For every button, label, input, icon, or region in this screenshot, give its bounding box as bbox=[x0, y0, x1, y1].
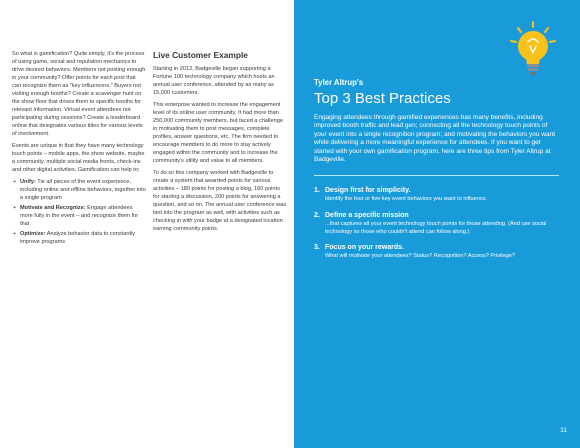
plus-icon: + bbox=[13, 231, 17, 237]
paragraph-touch-points: Events are unique in that they have many technology touch points – mobile apps, the show website, maybe a community, multiple social media fronts, check-ins and other digital activities. Gamification can help to; bbox=[12, 143, 145, 173]
best-practices-panel bbox=[294, 0, 580, 448]
list-item bbox=[314, 243, 559, 261]
section-heading: Live Customer Example bbox=[153, 50, 248, 60]
tip-title: Focus on your rewards. bbox=[325, 244, 404, 252]
left-column bbox=[12, 50, 146, 248]
benefit-term: Optimize: bbox=[20, 231, 46, 237]
tip-title: Define a specific mission bbox=[325, 212, 409, 220]
page-number: 31 bbox=[560, 428, 567, 434]
list-item bbox=[12, 230, 146, 246]
lightbulb-icon bbox=[508, 20, 558, 78]
paragraph-customer-challenge: This enterprise wanted to increase the engagement level of its online user community. It had more than 250,000 community members, but faced a challenge in motivating them to post messages, complete profiles, answer questions, etc. The firm needed to encourage members to do more to stay actively engaged within the community and to increase the community's utility and value to all members. bbox=[153, 102, 283, 164]
benefit-text: Tie all pieces of the event experience, including online and offline behaviors, together into a single program bbox=[20, 179, 146, 201]
author-kicker: Tyler Altrup's bbox=[314, 78, 364, 87]
best-practices-content bbox=[314, 78, 559, 268]
tip-number: 3. bbox=[314, 244, 320, 252]
tips-list bbox=[314, 186, 559, 260]
benefit-text: Engage attendees more fully in the event – and recognize them for that bbox=[20, 205, 139, 227]
benefit-term: Unify: bbox=[20, 179, 36, 185]
plus-icon: + bbox=[13, 179, 17, 185]
list-item bbox=[12, 204, 146, 228]
tip-body: What will motivate your attendees? Status? Recognition? Access? Privilege? bbox=[325, 253, 515, 260]
page-title: Top 3 Best Practices bbox=[314, 90, 451, 107]
list-item bbox=[314, 186, 559, 204]
tip-number: 1. bbox=[314, 187, 320, 195]
paragraph-gamification-definition: So what is gamification? Quite simply, it's the process of using game, social and reputation mechanics to drive desired behaviors. Members not posting enough in your community? Offer points for each post that can recognize them as "key influencers." Buyers not visiting enough booths? Create a scavenger hunt on the show floor that drives them to specific booths for relevant information. Virtual event attendees not participating during sessions? Create a leaderboard online that designates various titles for various levels of involvement. bbox=[12, 51, 146, 137]
list-item bbox=[12, 178, 146, 202]
tip-number: 2. bbox=[314, 212, 320, 220]
intro-paragraph: Engaging attendees through gamified experiences has many benefits, including improved booth traffic and lead gen; connecting all the technology touch points of your event into a single recognition program; and motivating the behaviors you want while delivering a more meaningful experience for attendees. If you want to get started with your own gamification program, here are three tips from Tyler Altrup at Badgeville. bbox=[314, 114, 556, 164]
list-item bbox=[314, 211, 559, 236]
benefits-list bbox=[12, 178, 146, 246]
tip-title: Design first for simplicity. bbox=[325, 187, 411, 195]
plus-icon: + bbox=[13, 205, 17, 211]
tip-body: ...that captures all your event technology touch points for those attending. (And use social technology so those who couldn't attend can follow along.) bbox=[325, 221, 547, 235]
divider bbox=[314, 175, 559, 176]
benefit-term: Motivate and Recognize: bbox=[20, 205, 86, 211]
benefit-text: Analyze behavior data to constantly improve programs bbox=[20, 231, 136, 245]
tip-body: Identify the four or five key event behaviors you want to influence. bbox=[325, 196, 488, 203]
right-column bbox=[153, 50, 287, 237]
paragraph-customer-intro: Starting in 2012, Badgeville began supporting a Fortune 100 technology company which hosts an annual user conference, attended by as many as 15,000 customers. bbox=[153, 66, 275, 96]
paragraph-customer-solution: To do so this company worked with Badgeville to create a system that awarded points for various activities – 180 points for posting a blog, 160 points for starting a discussion, 200 points for answering a question, and so on. The annual user conference was tied into the program as well, with activities such as checking in with your badge at a designated location earning community points. bbox=[153, 170, 286, 232]
